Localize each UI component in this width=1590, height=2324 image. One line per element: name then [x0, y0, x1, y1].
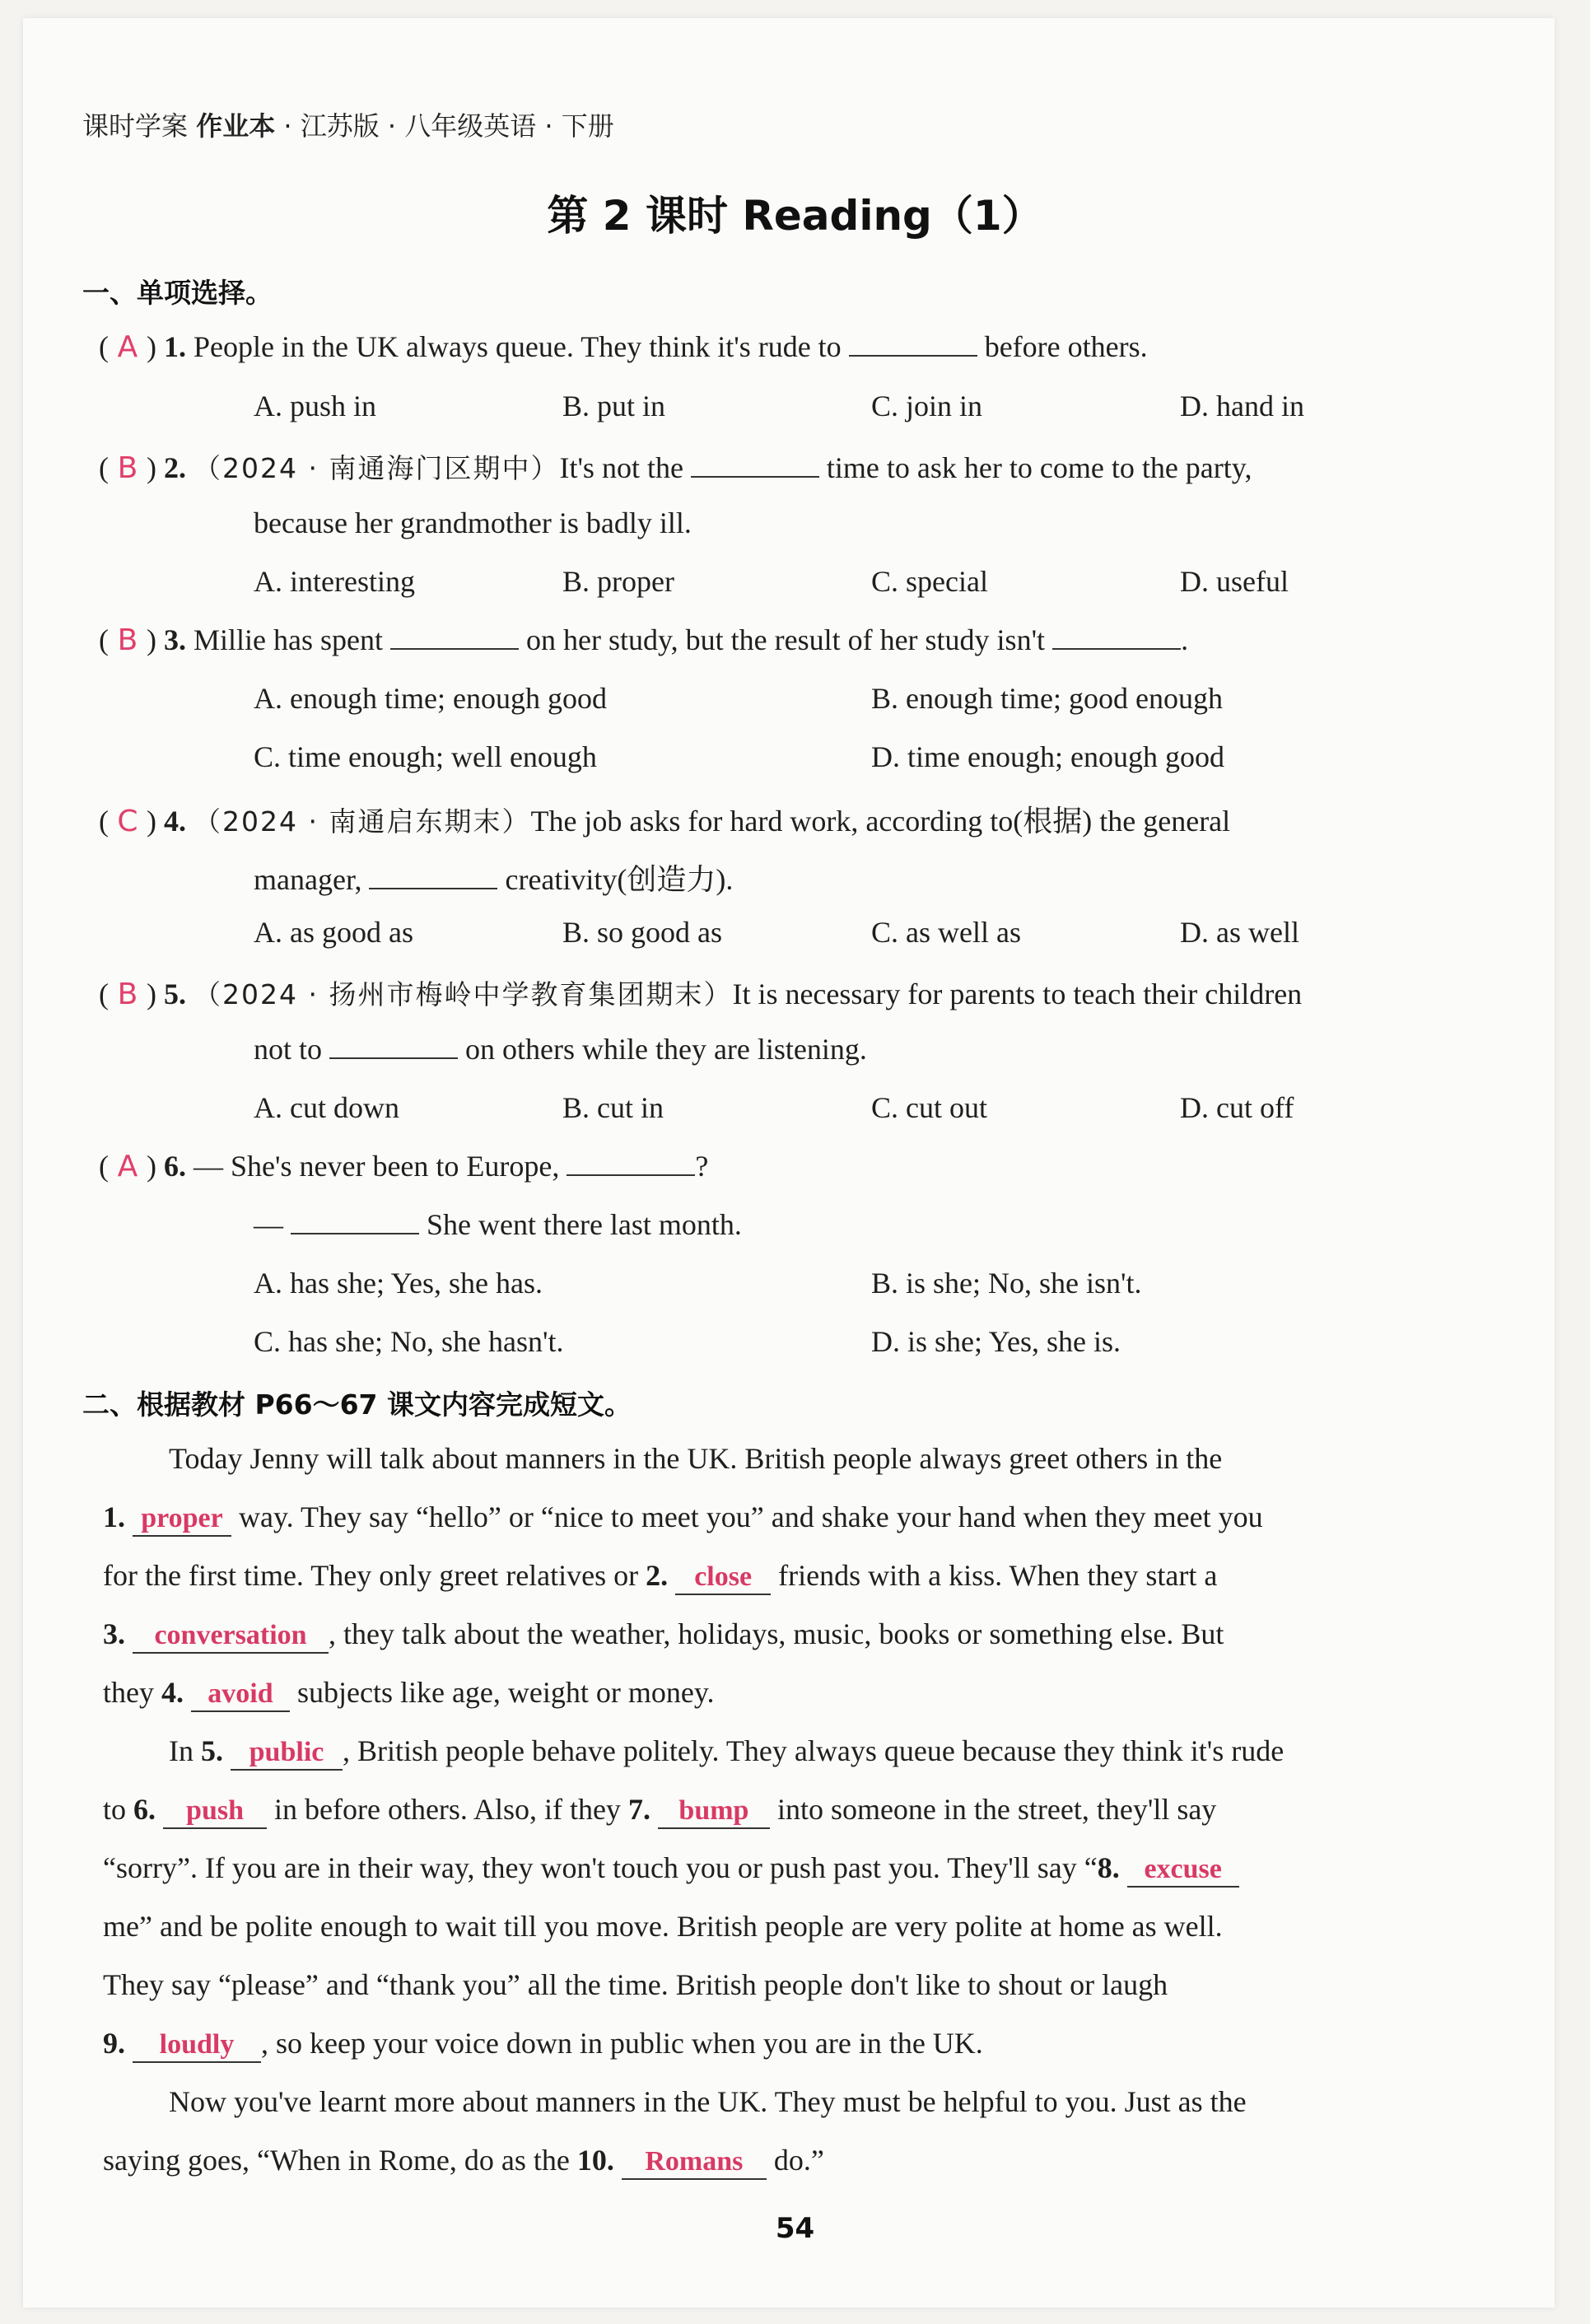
section-2-heading: 二、根据教材 P66～67 课文内容完成短文。: [82, 1388, 632, 1421]
option-c: C. cut out: [871, 1091, 987, 1124]
answer-blank-3: conversation: [133, 1619, 329, 1654]
passage-line: me” and be polite enough to wait till you move. British people are very polite at home as well.: [103, 1910, 1223, 1943]
option-b: B. is she; No, she isn't.: [871, 1267, 1142, 1300]
option-c: C. join in: [871, 390, 983, 422]
answer-blank-4: avoid: [191, 1678, 290, 1712]
blank: [691, 451, 819, 478]
passage-line: 9. loudly , so keep your voice down in public when you are in the UK.: [103, 2026, 983, 2063]
question-6: ( A ) 6. — She's never been to Europe, ?: [99, 1150, 709, 1183]
passage-line: 1. proper way. They say “hello” or “nice to meet you” and shake your hand when they meet you: [103, 1500, 1263, 1537]
page-number: 54: [775, 2212, 815, 2245]
passage-line: “sorry”. If you are in their way, they won't touch you or push past you. They'll say “8. excuse: [103, 1850, 1239, 1888]
passage-line: saying goes, “When in Rome, do as the 10. Romans do.”: [103, 2143, 824, 2180]
passage-line: 3. conversation , they talk about the weather, holidays, music, books or something else. But: [103, 1617, 1224, 1654]
blank: [1052, 623, 1181, 650]
passage-line: They say “please” and “thank you” all the time. British people don't like to shout or laugh: [103, 1968, 1168, 2001]
book-header: 课时学案 作业本 · 江苏版 · 八年级英语 · 下册: [82, 110, 614, 142]
option-a: A. push in: [254, 390, 377, 422]
blank: [329, 1033, 458, 1059]
answer-blank-5: public: [231, 1736, 343, 1771]
answer-blank-10: Romans: [622, 2145, 767, 2180]
passage-line: they 4. avoid subjects like age, weight or money.: [103, 1675, 715, 1712]
question-5: ( B ) 5. （2024 · 扬州市梅岭中学教育集团期末）It is necessary for parents to teach their children: [99, 978, 1303, 1011]
question-2: ( B ) 2. （2024 · 南通海门区期中）It's not the time to ask her to come to the party,: [99, 451, 1252, 485]
blank: [849, 330, 977, 357]
question-4: ( C ) 4. （2024 · 南通启东期末）The job asks for hard work, according to(根据) the general: [99, 805, 1231, 838]
question-2-line-2: because her grandmother is badly ill.: [254, 506, 692, 539]
answer-6: A: [117, 1150, 138, 1183]
passage-line: to 6. push in before others. Also, if they 7. bump into someone in the street, they'll say: [103, 1792, 1216, 1829]
option-a: A. enough time; enough good: [254, 682, 607, 715]
option-b: B. proper: [562, 565, 674, 598]
answer-5: B: [117, 978, 138, 1011]
option-b: B. put in: [562, 390, 666, 422]
passage-line: Now you've learnt more about manners in the UK. They must be helpful to you. Just as the: [169, 2085, 1247, 2118]
answer-4: C: [117, 805, 138, 838]
option-a: A. cut down: [254, 1091, 399, 1124]
option-b: B. enough time; good enough: [871, 682, 1223, 715]
passage-line: for the first time. They only greet relatives or 2. close friends with a kiss. When they start a: [103, 1558, 1217, 1595]
answer-blank-9: loudly: [133, 2028, 261, 2063]
answer-blank-2: close: [675, 1561, 771, 1595]
option-d: D. hand in: [1180, 390, 1304, 422]
option-b: B. cut in: [562, 1091, 664, 1124]
option-b: B. so good as: [562, 916, 723, 949]
option-a: A. has she; Yes, she has.: [254, 1267, 543, 1300]
option-a: A. as good as: [254, 916, 413, 949]
passage-line: In 5. public , British people behave politely. They always queue because they think it's rude: [169, 1734, 1284, 1771]
section-1-heading: 一、单项选择。: [82, 277, 273, 309]
answer-3: B: [117, 623, 138, 657]
option-d: D. is she; Yes, she is.: [871, 1325, 1121, 1358]
blank: [291, 1208, 419, 1234]
question-5-line-2: not to on others while they are listening.: [254, 1033, 867, 1066]
question-4-line-2: manager, creativity(创造力).: [254, 863, 734, 896]
question-6-line-2: — She went there last month.: [254, 1208, 742, 1241]
answer-blank-6: push: [163, 1794, 267, 1829]
option-d: D. cut off: [1180, 1091, 1294, 1124]
blank: [390, 623, 519, 650]
answer-blank-1: proper: [133, 1502, 231, 1537]
blank: [369, 863, 497, 889]
option-a: A. interesting: [254, 565, 415, 598]
lesson-title: 第 2 课时 Reading（1）: [547, 192, 1043, 240]
answer-blank-7: bump: [658, 1794, 770, 1829]
option-d: D. useful: [1180, 565, 1289, 598]
option-c: C. special: [871, 565, 988, 598]
option-d: D. as well: [1180, 916, 1299, 949]
option-d: D. time enough; enough good: [871, 740, 1224, 773]
blank: [567, 1150, 695, 1176]
option-c: C. has she; No, she hasn't.: [254, 1325, 564, 1358]
answer-blank-8: excuse: [1127, 1853, 1239, 1888]
passage-line: Today Jenny will talk about manners in the UK. British people always greet others in the: [169, 1442, 1223, 1475]
answer-2: B: [117, 451, 138, 485]
option-c: C. as well as: [871, 916, 1021, 949]
answer-1: A: [117, 330, 138, 364]
option-c: C. time enough; well enough: [254, 740, 597, 773]
question-1: ( A ) 1. People in the UK always queue. They think it's rude to before others.: [99, 330, 1148, 364]
question-3: ( B ) 3. Millie has spent on her study, but the result of her study isn't .: [99, 623, 1189, 657]
